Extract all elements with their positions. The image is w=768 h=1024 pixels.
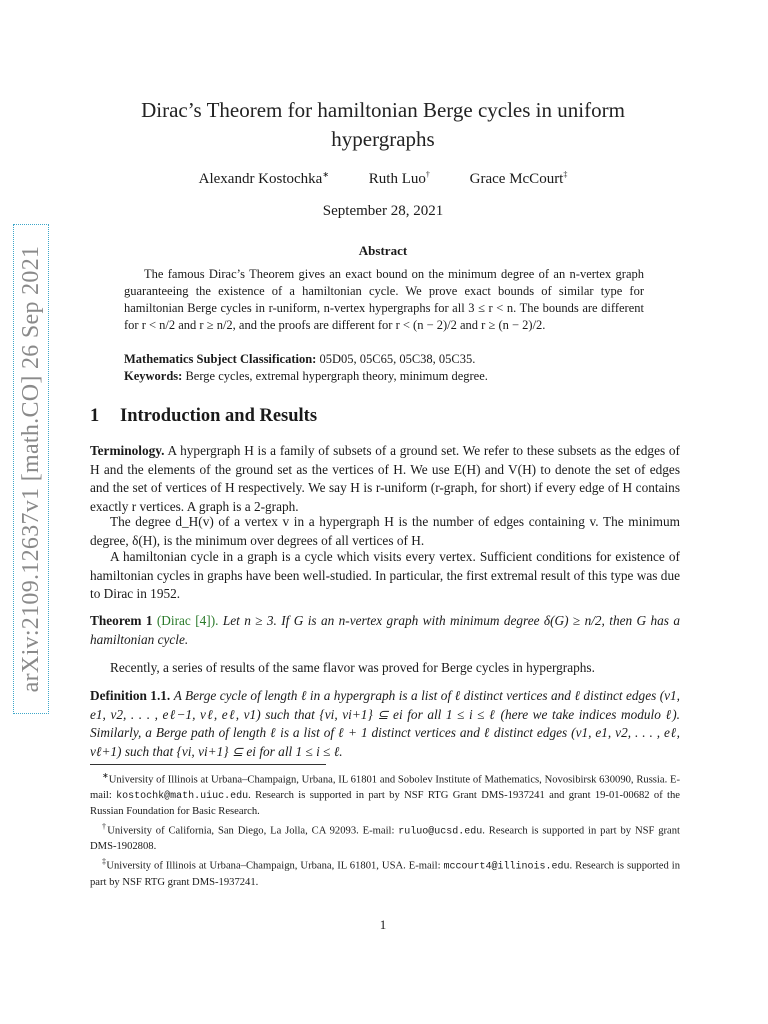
terminology-paragraph — [90, 442, 680, 516]
msc-value: 05D05, 05C65, 05C38, 05C35. — [319, 352, 476, 366]
classification-block — [124, 351, 644, 385]
footnotes — [90, 768, 680, 890]
degree-paragraph: The degree d_H(v) of a vertex v in a hypergraph H is the number of edges containing v. The minimum degree, δ(H), is the minimum over degrees of all vertices of H. — [90, 514, 680, 548]
section-title: Introduction and Results — [120, 406, 318, 426]
recently-paragraph: Recently, a series of results of the same flavor was proved for Berge cycles in hypergraphs. — [110, 660, 595, 675]
email-link[interactable]: kostochk@math.uiuc.edu — [116, 790, 249, 802]
email-link[interactable]: ruluo@ucsd.edu — [398, 826, 483, 838]
theorem-citation[interactable]: (Dirac [4]). — [156, 613, 219, 628]
abstract-heading: Abstract — [358, 243, 408, 258]
definition-text: A Berge cycle of length ℓ in a hypergraph is a list of ℓ distinct vertices and ℓ distinct edges (v1, e1, v2, . . . , eℓ−1, vℓ, eℓ, v1) such that {vi, vi+1} ⊆ ei for all 1 ≤ i ≤ ℓ (here we take indices modulo ℓ). Similarly, a Berge path of length ℓ is a list of ℓ + 1 distinct vertices and ℓ distinct edges (v1, e1, v2, . . . , eℓ, vℓ+1) such that {vi, vi+1} ⊆ ei for all 1 ≤ i ≤ ℓ. — [90, 688, 681, 759]
author-1: Alexandr Kostochka∗ — [198, 170, 330, 187]
author-2-footnote-mark[interactable]: † — [425, 170, 430, 179]
section-number: 1 — [90, 406, 100, 426]
email-link[interactable]: mccourt4@illinois.edu — [443, 861, 570, 873]
section-heading — [90, 406, 680, 427]
keywords-label: Keywords: — [124, 369, 183, 383]
definition-label: Definition 1.1. — [90, 688, 171, 703]
abstract-text: The famous Dirac’s Theorem gives an exact bound on the minimum degree of an n-vertex graph guaranteeing the existence of a hamiltonian cycle. We prove exact bounds of similar type for hamiltonian Berge cycles in r-uniform, n-vertex hypergraphs for all 3 ≤ r < n. The bounds are different for r < n/2 and r ≥ n/2, and the proofs are different for r < (n − 2)/2 and r ≥ (n − 2)/2. — [124, 267, 644, 332]
definition-1-1 — [90, 687, 680, 761]
author-3: Grace McCourt‡ — [469, 170, 568, 187]
terminology-text: A hypergraph H is a family of subsets of a ground set. We refer to these subsets as the edges of H and the elements of the ground set as the vertices of H. We use E(H) and V(H) to denote the set of edges and the set of vertices of H respectively. We say H is r-uniform (r-graph, for short) if every edge of H contains exactly r vertices. A graph is a 2-graph. — [90, 443, 680, 514]
arxiv-stamp[interactable]: arXiv:2109.12637v1 [math.CO] 26 Sep 2021 — [18, 245, 44, 693]
page-number: 1 — [379, 917, 387, 932]
keywords-line — [124, 368, 644, 385]
footnote-rule — [90, 764, 326, 765]
author-3-footnote-mark[interactable]: ‡ — [563, 170, 568, 179]
keywords-value: Berge cycles, extremal hypergraph theory, minimum degree. — [185, 369, 488, 383]
paper-title: Dirac’s Theorem for hamiltonian Berge cycles in uniform hypergraphs — [141, 98, 625, 151]
msc-line — [124, 351, 644, 368]
msc-label: Mathematics Subject Classification: — [124, 352, 317, 366]
footnote-3: ‡University of Illinois at Urbana–Champaign, Urbana, IL 61801, USA. E-mail: mccourt4@illinois.edu. Research is supported in part by NSF RTG grant DMS-1937241. — [90, 857, 681, 888]
theorem-1 — [90, 612, 680, 649]
terminology-label: Terminology. — [90, 443, 165, 458]
footnote-2: †University of California, San Diego, La Jolla, CA 92093. E-mail: ruluo@ucsd.edu. Research is supported in part by NSF grant DMS-1902808. — [90, 821, 681, 853]
theorem-label: Theorem 1 — [90, 613, 153, 628]
footnote-1: ∗University of Illinois at Urbana–Champaign, Urbana, IL 61801 and Sobolev Institute of Mathematics, Novosibirsk 630090, Russia. E-mail: kostochk@math.uiuc.edu. Research is supported in part by NSF RTG Grant DMS-1937241 and grant 19-01-00682 of the Russian Foundation for Basic Research. — [90, 771, 681, 817]
author-list — [100, 170, 666, 188]
theorem-text: Let n ≥ 3. If G is an n-vertex graph with minimum degree δ(G) ≥ n/2, then G has a hamiltonian cycle. — [90, 613, 680, 647]
author-1-footnote-mark[interactable]: ∗ — [322, 170, 330, 179]
author-2: Ruth Luo† — [368, 170, 430, 187]
hamiltonian-paragraph: A hamiltonian cycle in a graph is a cycle which visits every vertex. Sufficient conditions for existence of hamiltonian cycles in graphs have been well-studied. In particular, the first extremal result of this type was due to Dirac in 1952. — [90, 549, 680, 601]
paper-date: September 28, 2021 — [322, 203, 444, 219]
